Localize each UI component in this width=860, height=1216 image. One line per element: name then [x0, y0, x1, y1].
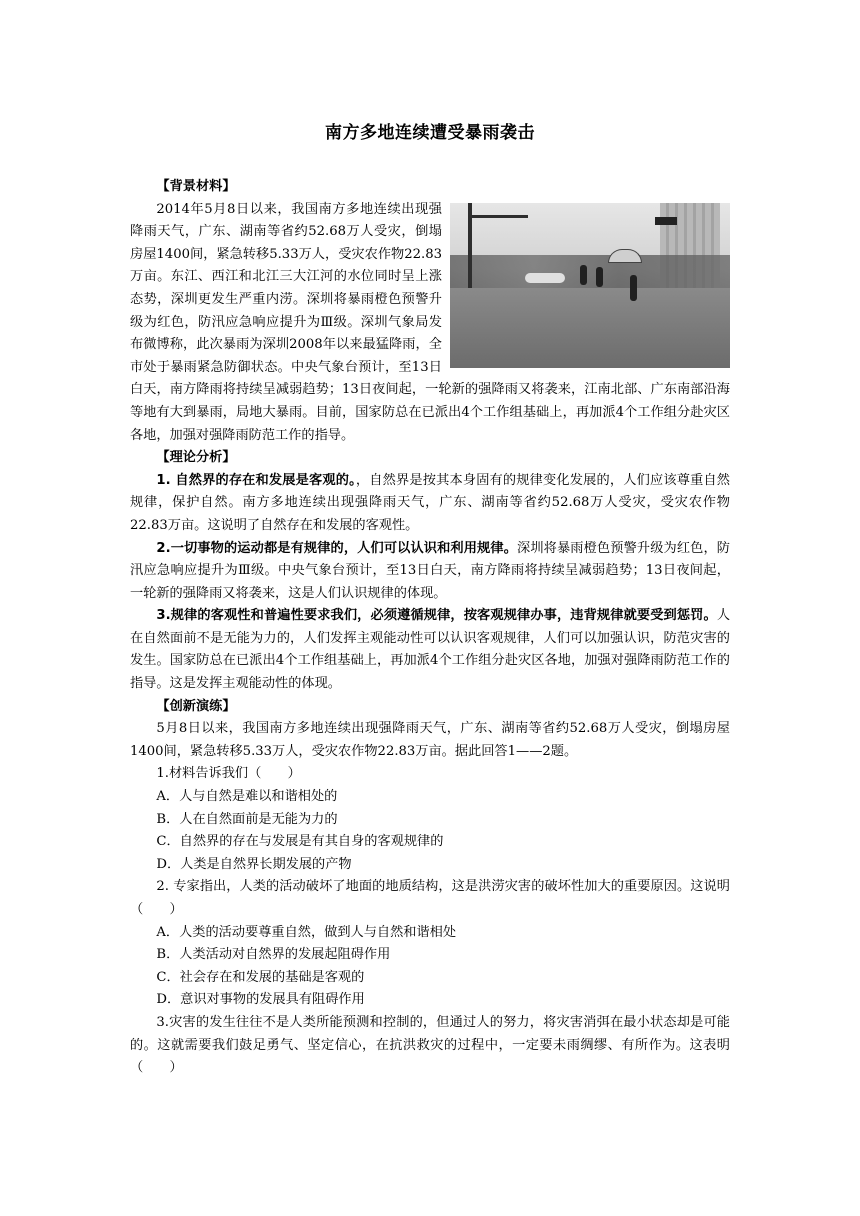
theory-heading: 【理论分析】 [156, 450, 236, 466]
question-2-stem: 2. 专家指出，人类的活动破坏了地面的地质结构，这是洪涝灾害的破坏性加大的重要原因。这说明（ ） [130, 879, 730, 917]
question-2-option-a: A．人类的活动要尊重自然，做到人与自然和谐相处 [156, 924, 457, 940]
question-1-option-c: C．自然界的存在与发展是有其自身的客观规律的 [156, 834, 444, 850]
question-2-option-d: D．意识对事物的发展具有阻碍作用 [156, 992, 365, 1008]
question-1-option-b: B．人在自然面前是无能为力的 [156, 811, 338, 827]
flooded-street-photo-icon [450, 203, 730, 368]
theory-point-2: 2.一切事物的运动都是有规律的，人们可以认识和利用规律。深圳将暴雨橙色预警升级为红色，防汛应急响应提升为Ⅲ级。中央气象台预计，至13日白天，南方降雨将持续呈减弱趋势；13日夜间起，一轮新的强降雨又将袭来，这是人们认识规律的体现。 [130, 540, 730, 601]
practice-heading: 【创新演练】 [156, 698, 236, 714]
document-body [130, 176, 730, 1080]
question-1-option-d: D．人类是自然界长期发展的产物 [156, 856, 352, 872]
question-2-option-c: C．社会存在和发展的基础是客观的 [156, 969, 365, 985]
question-2-option-b: B．人类活动对自然界的发展起阻碍作用 [156, 947, 391, 963]
question-1-stem: 1.材料告诉我们（ ） [156, 766, 301, 782]
page-title: 南方多地连续遭受暴雨袭击 [325, 123, 535, 143]
background-paragraph: 2014年5月8日以来，我国南方多地连续出现强降雨天气，广东、湖南等省约52.68万人受灾，倒塌房屋1400间，紧急转移5.33万人，受灾农作物22.83万亩。东江、西江和北江三大江河的水位同时呈上涨态势，深圳更发生严重内涝。深圳将暴雨橙色预警升级为红色，防汛应急响应提升为Ⅲ级。深圳气象局发布微博称，此次暴雨为深圳2008年以来最猛降雨，全市处于暴雨紧急防御状态。中央气象台预计，至13日白天，南方降雨将持续呈减弱趋势；13日夜间起，一轮新的强降雨又将袭来，江南北部、广东南部沿海等地有大到暴雨，局地大暴雨。目前，国家防总在已派出4个工作组基础上，再加派4个工作组分赴灾区各地，加强对强降雨防范工作的指导。 [130, 201, 730, 443]
question-1-option-a: A．人与自然是难以和谐相处的 [156, 789, 338, 805]
question-3-stem: 3.灾害的发生往往不是人类所能预测和控制的，但通过人的努力，将灾害消弭在最小状态却是可能的。这就需要我们鼓足勇气、坚定信心，在抗洪救灾的过程中，一定要未雨绸缪、有所作为。这表明（ ） [130, 1014, 730, 1076]
theory-point-3: 3.规律的客观性和普遍性要求我们，必须遵循规律，按客观规律办事，违背规律就要受到惩罚。人在自然面前不是无能为力的，人们发挥主观能动性可以认识客观规律，人们可以加强认识，防范灾害的发生。国家防总在已派出4个工作组基础上，再加派4个工作组分赴灾区各地，加强对强降雨防范工作的指导。这是发挥主观能动性的体现。 [130, 608, 730, 692]
practice-intro: 5月8日以来，我国南方多地连续出现强降雨天气，广东、湖南等省约52.68万人受灾，倒塌房屋1400间，紧急转移5.33万人，受灾农作物22.83万亩。据此回答1——2题。 [130, 721, 730, 759]
background-heading: 【背景材料】 [156, 179, 236, 194]
theory-point-1: 1. 自然界的存在和发展是客观的。，自然界是按其本身固有的规律变化发展的，人们应该尊重自然规律，保护自然。南方多地连续出现强降雨天气，广东、湖南等省约52.68万人受灾，受灾农作物22.83万亩。这说明了自然存在和发展的客观性。 [130, 472, 730, 533]
